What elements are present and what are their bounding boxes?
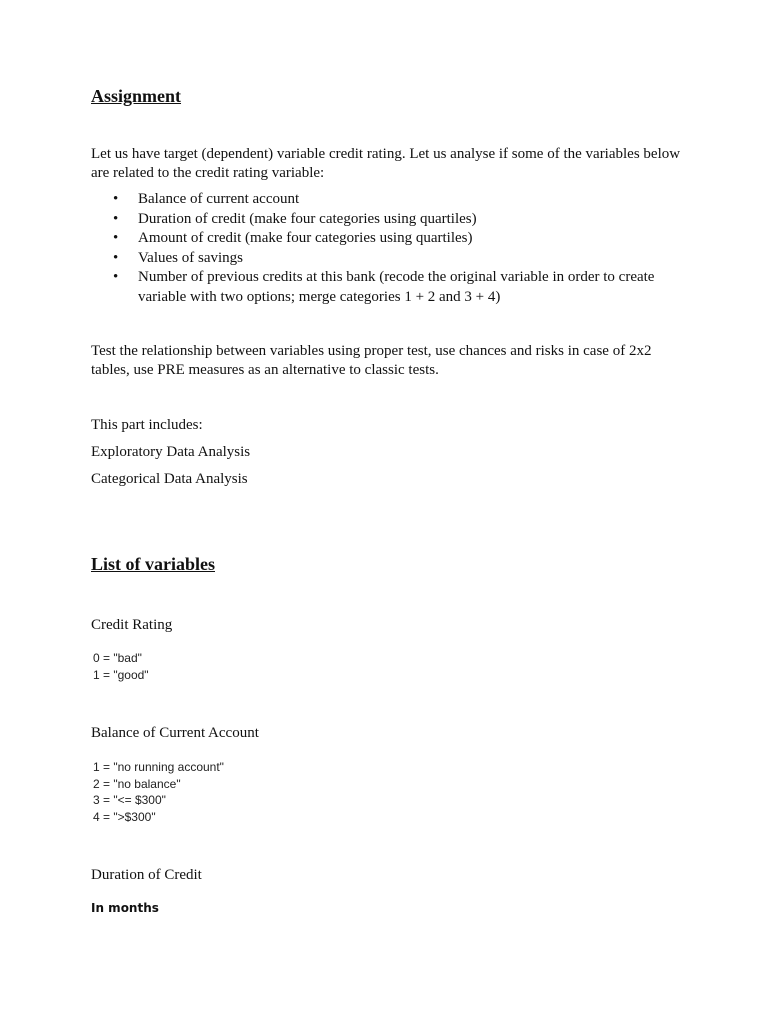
balance-codes [93, 759, 224, 825]
list-item-text: Number of previous credits at this bank (recode the original variable in order to create variable with two options; merge categories 1 + 2 and 3 + 4) [138, 269, 655, 305]
code-item: 4 = ">$300" [93, 809, 156, 824]
code-item: 1 = "good" [93, 667, 149, 682]
credit-rating-codes [93, 650, 149, 683]
includes-item-cda: Categorical Data Analysis [91, 471, 248, 487]
list-item-text: Balance of current account [138, 191, 300, 207]
assignment-heading: Assignment [91, 86, 182, 106]
bullet-icon: • [113, 269, 119, 285]
balance-title: Balance of Current Account [91, 725, 259, 741]
includes-item-eda: Exploratory Data Analysis [91, 444, 251, 460]
list-item [91, 229, 691, 249]
code-item: 1 = "no running account" [93, 760, 224, 774]
bullet-icon: • [113, 210, 119, 227]
code-item: 3 = "<= $300" [93, 793, 166, 807]
includes-label: This part includes: [91, 417, 203, 433]
variables-heading: List of variables [91, 554, 215, 574]
duration-note: In months [91, 901, 159, 915]
code-item: 2 = "no balance" [93, 776, 181, 791]
list-item [91, 210, 691, 230]
list-item [91, 268, 691, 307]
list-item [91, 249, 691, 269]
code-item: 0 = "bad" [93, 651, 142, 665]
duration-title: Duration of Credit [91, 867, 202, 883]
credit-rating-title: Credit Rating [91, 617, 173, 633]
variable-bullet-list [91, 190, 691, 307]
list-item-text: Duration of credit (make four categories using quartiles) [138, 210, 477, 227]
list-item-text: Amount of credit (make four categories using quartiles) [138, 230, 473, 246]
list-item [91, 190, 691, 210]
bullet-icon: • [113, 249, 119, 266]
test-instructions: Test the relationship between variables using proper test, use chances and risks in case of 2x2 tables, use PRE measures as an alternative to classic tests. [91, 343, 652, 378]
list-item-text: Values of savings [138, 249, 243, 266]
bullet-icon: • [113, 191, 119, 207]
bullet-icon: • [113, 230, 119, 246]
assignment-intro: Let us have target (dependent) variable credit rating. Let us analyse if some of the variables below are related to the credit rating variable: [91, 146, 681, 181]
